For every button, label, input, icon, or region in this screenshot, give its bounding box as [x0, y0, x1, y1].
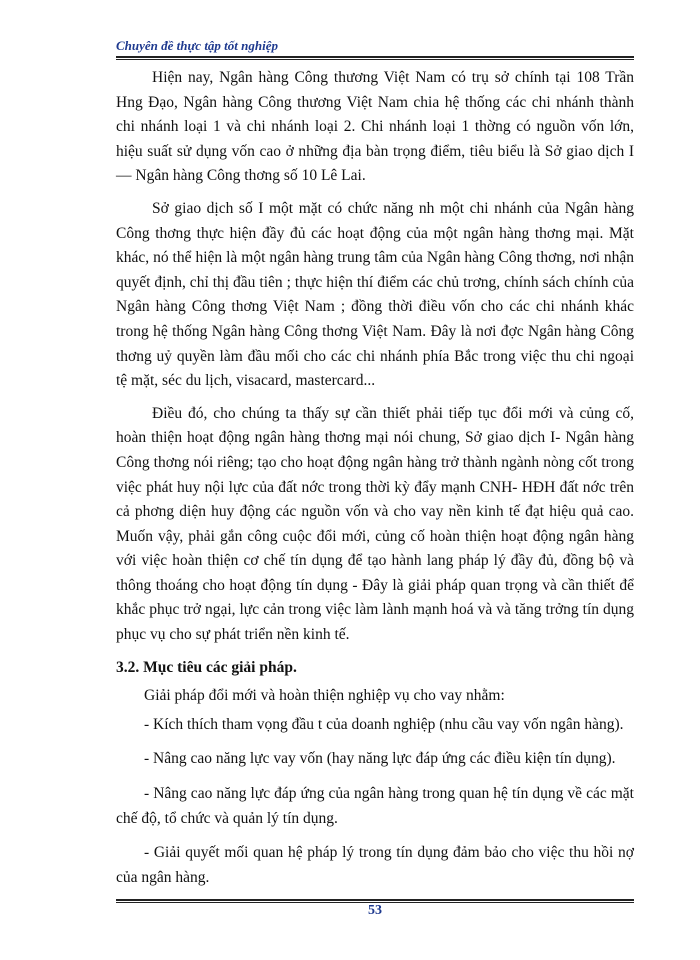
- header-rule-thin: [116, 59, 634, 60]
- paragraph-3: Điều đó, cho chúng ta thấy sự cần thiết phải tiếp tục đổi mới và củng cố, hoàn thiện hoạt động ngân hàng thơng mại nói chung, Sở giao dịch I- Ngân hàng Công thơng nói riêng; tạo cho hoạt động ngân hàng trở thành ngành nòng cốt trong việc phát huy nội lực của đất nớc trong thời kỳ đẩy mạnh CNH- HĐH đất nớc trên cả phơng diện huy động các nguồn vốn và cho vay nền kinh tế đạt hiệu quả cao. Muốn vậy, phải gắn công cuộc đổi mới, củng cố hoàn thiện hoạt động ngân hàng với việc hoàn thiện cơ chế tín dụng để tạo hành lang pháp lý đầy đủ, đồng bộ và thông thoáng cho hoạt động tín dụng - Đây là giải pháp quan trọng và cần thiết để khắc phục trở ngại, lực cản trong việc làm lành mạnh hoá và và tăng trởng tín dụng phục vụ cho sự phát triển nền kinh tế.: [116, 404, 634, 644]
- bullet-item: - Giải quyết mối quan hệ pháp lý trong tín dụng đảm bảo cho việc thu hồi nợ của ngân hàng.: [116, 844, 634, 886]
- footer-rule: [116, 899, 634, 901]
- header-rule: [116, 56, 634, 58]
- paragraph-2: Sở giao dịch số I một mặt có chức năng nh một chi nhánh của Ngân hàng Công thơng thực hiện đầy đủ các hoạt động của một ngân hàng thơng mại. Mặt khác, nó thể hiện là một ngân hàng trung tâm của Ngân hàng Công thơng, nơi nhận quyết định, chỉ thị đầu tiên ; thực hiện thí điểm các chủ trơng, chính sách chính của Ngân hàng Công thơng Việt Nam ; đồng thời điều vốn cho các chi nhánh khác trong hệ thống Ngân hàng Công thơng Việt Nam. Đây là nơi đợc Ngân hàng Công thơng uỷ quyền làm đầu mối cho các chi nhánh phía Bắc trong việc thu chi ngoại tệ mặt, séc du lịch, visacard, mastercard...: [116, 199, 634, 390]
- section-intro: Giải pháp đổi mới và hoàn thiện nghiệp vụ cho vay nhằm:: [144, 687, 505, 705]
- bullet-item: - Nâng cao năng lực đáp ứng của ngân hàng trong quan hệ tín dụng về các mặt chế độ, tổ chức và quản lý tín dụng.: [116, 785, 634, 827]
- section-heading: 3.2. Mục tiêu các giải pháp.: [116, 658, 297, 676]
- running-header: Chuyên đề thực tập tốt nghiệp: [116, 38, 278, 53]
- page-number: 53: [368, 903, 382, 918]
- page-body: [116, 66, 634, 900]
- paragraph-1: Hiện nay, Ngân hàng Công thương Việt Nam có trụ sở chính tại 108 Trần Hng Đạo, Ngân hàng Công thương Việt Nam chia hệ thống các chi nhánh thành chi nhánh loại 1 và chi nhánh loại 2. Chi nhánh loại 1 thờng có nguồn vốn lớn, hiệu suất sử dụng vốn cao ở những địa bàn trọng điểm, tiêu biểu là Sở giao dịch I — Ngân hàng Công thơng số 10 Lê Lai.: [116, 69, 634, 185]
- bullet-item: - Kích thích tham vọng đầu t của doanh nghiệp (nhu cầu vay vốn ngân hàng).: [144, 715, 624, 733]
- bullet-item: - Nâng cao năng lực vay vốn (hay năng lực đáp ứng các điều kiện tín dụng).: [144, 750, 616, 768]
